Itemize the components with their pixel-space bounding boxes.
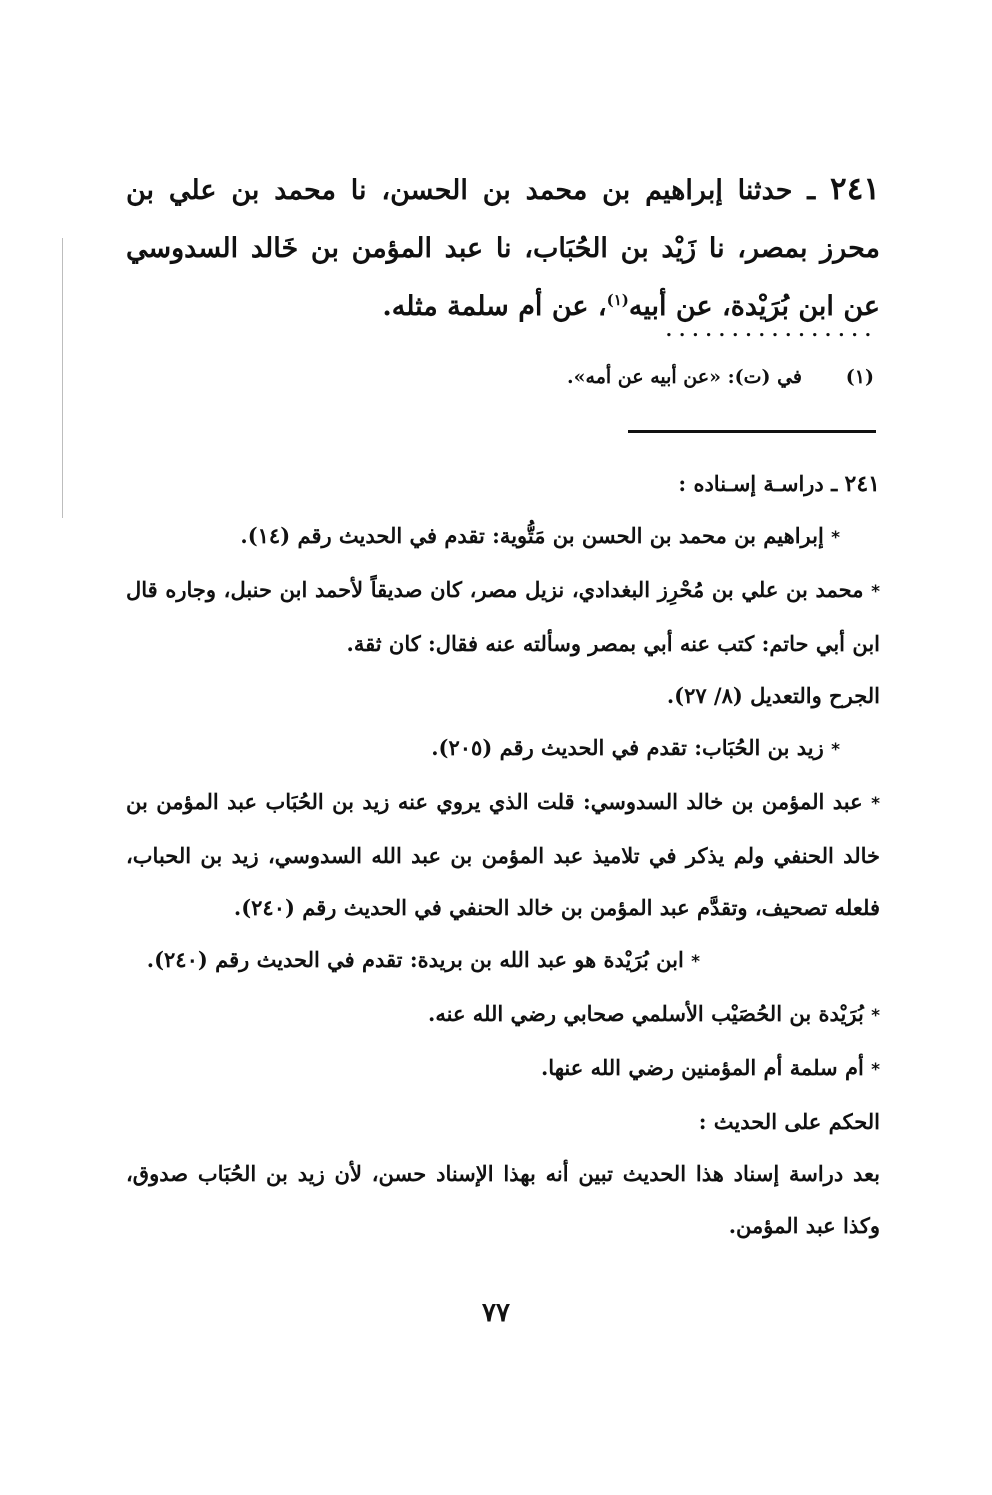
scan-margin-line [62, 238, 63, 518]
bullet-star-icon: * [831, 740, 840, 760]
bullet-star-icon: * [831, 528, 840, 548]
reference-line [126, 670, 880, 722]
narrator-entry [126, 510, 880, 564]
narrator-entry [126, 988, 880, 1042]
bullet-star-icon: * [871, 1060, 880, 1080]
footnote-text: في (ت): «عن أبيه عن أمه». [567, 366, 802, 388]
bullet-star-icon: * [691, 952, 700, 972]
bullet-star-icon: * [871, 794, 880, 814]
narrator-entry [126, 722, 880, 776]
footnote-number: (١) [845, 366, 874, 388]
narrator-text: زيد بن الحُبَاب: تقدم في الحديث رقم (٢٠٥). [431, 735, 824, 760]
bullet-star-icon: * [871, 1006, 880, 1026]
hadith-body: ـ حدثنا إبراهيم بن محمد بن الحسن، نا محمد بن علي بن محرز بمصر، نا زَيْد بن الحُبَاب، نا عبد المؤمن بن خَالد السدوسي عن ابن بُرَيْدة، عن أبيه [126, 175, 880, 322]
study-heading [126, 458, 880, 510]
bullet-star-icon: * [871, 582, 880, 602]
study-heading-number: ٢٤١ [844, 471, 880, 497]
narrator-entry [126, 934, 880, 988]
footnote-reference[interactable]: (١) [606, 291, 629, 309]
reference-text: الجرح والتعديل (٨/ ٢٧). [666, 683, 880, 708]
narrator-text: إبراهيم بن محمد بن الحسن بن مَتُّوية: تقدم في الحديث رقم (١٤). [240, 523, 824, 548]
hadith-number: ٢٤١ [830, 171, 880, 207]
narrator-entry [126, 1042, 880, 1096]
footnote [120, 366, 874, 388]
ruling-text: بعد دراسة إسناد هذا الحديث تبين أنه بهذا الإسناد حسن، لأن زيد بن الحُبَاب صدوق، وكذا عبد المؤمن. [126, 1161, 880, 1238]
page-number: ٧٧ [482, 1298, 510, 1328]
ruling-heading: الحكم على الحديث : [698, 1109, 880, 1134]
narrator-text: محمد بن علي بن مُحْرِز البغدادي، نزيل مصر، كان صديقاً لأحمد ابن حنبل، وجاره قال ابن أبي حاتم: كتب عنه أبي بمصر وسألته عنه فقال: كان ثقة. [126, 577, 880, 656]
narrator-text: بُرَيْدة بن الحُصَيْب الأسلمي صحابي رضي الله عنه. [428, 1001, 864, 1026]
study-heading-text: ـ دراسـة إسـناده : [678, 471, 845, 496]
footnote-separator: ................ [665, 320, 878, 341]
section-divider [628, 430, 876, 433]
narrator-text: ابن بُرَيْدة هو عبد الله بن بريدة: تقدم في الحديث رقم (٢٤٠). [146, 947, 684, 972]
narrator-text: عبد المؤمن بن خالد السدوسي: قلت الذي يروي عنه زيد بن الحُبَاب عبد المؤمن بن خالد الحنفي ولم يذكر في تلاميذ عبد المؤمن بن عبد الله السدوسي، زيد بن الحباب، فلعله تصحيف، وتقدَّم عبد المؤمن بن خالد الحنفي في الحديث رقم (٢٤٠). [126, 789, 880, 920]
narrator-entry [126, 776, 880, 934]
narrator-text: أم سلمة أم المؤمنين رضي الله عنها. [541, 1055, 864, 1080]
chain-study-section [126, 458, 880, 1252]
hadith-body-end: ، عن أم سلمة مثله. [382, 291, 607, 322]
narrator-entry [126, 564, 880, 670]
hadith-text [126, 160, 880, 336]
